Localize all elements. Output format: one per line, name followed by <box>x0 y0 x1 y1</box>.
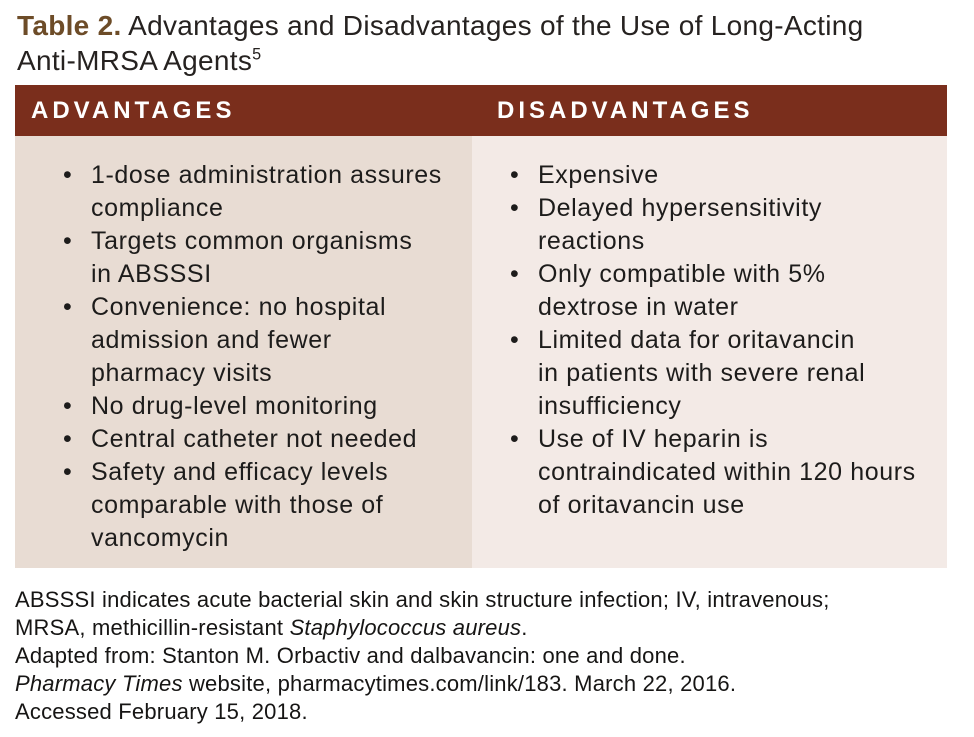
advantages-list <box>63 159 464 555</box>
list-item-line: compliance <box>91 194 224 222</box>
table-footnote <box>15 586 965 726</box>
list-item <box>63 456 464 555</box>
disadvantages-list <box>510 159 939 522</box>
list-item-line: vancomycin <box>91 524 229 552</box>
list-item-line: • Limited data for oritavancin <box>538 326 855 354</box>
list-item-line: • Convenience: no hospital <box>91 293 387 321</box>
list-item-line: contraindicated within 120 hours <box>538 458 916 486</box>
list-item <box>510 324 939 423</box>
footnote-text: . <box>521 615 528 640</box>
list-item-line: dextrose in water <box>538 293 739 321</box>
footnote-text: website, pharmacytimes.com/link/183. March 22, 2016. <box>182 671 737 696</box>
advantages-disadvantages-table <box>15 85 947 568</box>
disadvantages-column-header: DISADVANTAGES <box>497 96 754 124</box>
advantages-cell <box>15 136 472 568</box>
table-title-label: Table 2. <box>17 10 122 41</box>
list-item <box>63 159 464 225</box>
list-item-line: • 1-dose administration assures <box>91 161 442 189</box>
list-item <box>63 291 464 390</box>
list-item <box>510 423 939 522</box>
list-item-line: insufficiency <box>538 392 682 420</box>
list-item <box>63 423 464 456</box>
list-item-line: admission and fewer <box>91 326 332 354</box>
list-item <box>510 258 939 324</box>
list-item-line: • Expensive <box>538 161 659 189</box>
list-item <box>510 159 939 192</box>
list-item-line: • Central catheter not needed <box>91 425 418 453</box>
list-item-line: • Targets common organisms <box>91 227 413 255</box>
list-item-line: • Delayed hypersensitivity <box>538 194 822 222</box>
table-title <box>17 8 957 78</box>
publication-name-italic: Pharmacy Times <box>15 671 183 696</box>
list-item <box>63 390 464 423</box>
table-body-row <box>15 136 947 568</box>
table-title-text-line2: Anti-MRSA Agents <box>17 45 253 76</box>
list-item-line: in patients with severe renal <box>538 359 866 387</box>
footnote-text: MRSA, methicillin-resistant <box>15 615 290 640</box>
list-item-line: comparable with those of <box>91 491 384 519</box>
list-item-line: • No drug-level monitoring <box>91 392 378 420</box>
species-name-italic: Staphylococcus aureus <box>289 615 522 640</box>
footnote-abbreviations-line2 <box>15 614 965 642</box>
reference-superscript: 5 <box>252 45 262 64</box>
disadvantages-cell <box>472 136 947 568</box>
list-item-line: reactions <box>538 227 645 255</box>
footnote-abbreviations-line1: ABSSSI indicates acute bacterial skin and skin structure infection; IV, intravenous; <box>15 587 830 612</box>
table-title-text-line1: Advantages and Disadvantages of the Use of Long-Acting <box>121 10 864 41</box>
list-item <box>510 192 939 258</box>
list-item-line: of oritavancin use <box>538 491 745 519</box>
list-item <box>63 225 464 291</box>
footnote-accessed-date: Accessed February 15, 2018. <box>15 699 308 724</box>
list-item-line: • Use of IV heparin is <box>538 425 769 453</box>
footnote-adapted-from: Adapted from: Stanton M. Orbactiv and dalbavancin: one and done. <box>15 643 686 668</box>
list-item-line: • Safety and efficacy levels <box>91 458 389 486</box>
footnote-source-line <box>15 670 965 698</box>
list-item-line: in ABSSSI <box>91 260 212 288</box>
list-item-line: • Only compatible with 5% <box>538 260 826 288</box>
table-header-row <box>15 85 947 136</box>
advantages-column-header: ADVANTAGES <box>31 96 236 124</box>
list-item-line: pharmacy visits <box>91 359 273 387</box>
